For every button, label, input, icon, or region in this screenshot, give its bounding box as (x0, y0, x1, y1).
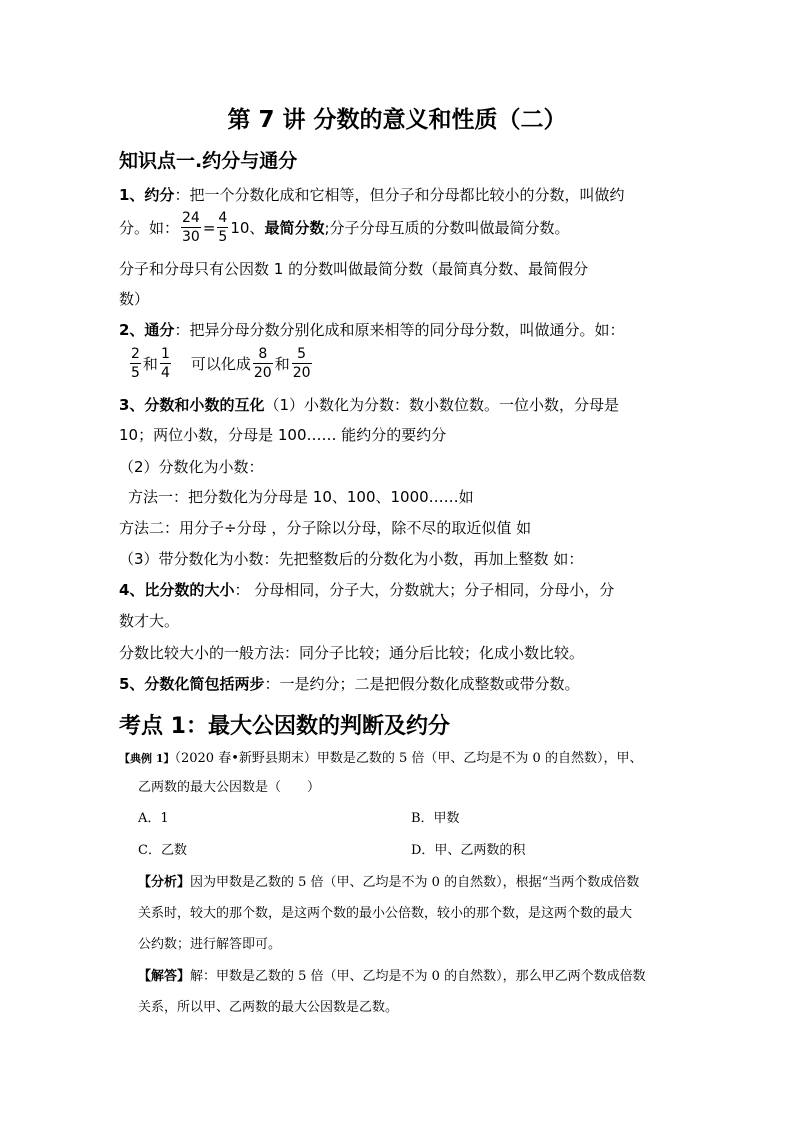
equals-sign: = (202, 218, 216, 237)
p3-line1 (119, 395, 619, 415)
fraction-numerator: 24 (182, 210, 200, 226)
answer-line2: 关系，所以甲、乙两数的最大公因数是乙数。 (138, 1000, 399, 1015)
p1-text: ：把一个分数化成和它相等，但分子和分母都比较小的分数，叫做约 (174, 186, 625, 204)
example-line1-text: （2020 春•新野县期末）甲数是乙数的 5 倍（甲、乙均是不为 0 的自然数），甲、 (174, 751, 643, 766)
kaodian-heading: 考点 1：最大公因数的判断及约分 (119, 714, 450, 739)
page-title: 第 7 讲 分数的意义和性质（二） (227, 107, 567, 133)
p1-line2-rest: ;分子分母互质的分数叫做最简分数。 (324, 218, 570, 237)
option-d: D．甲、乙两数的积 (411, 843, 526, 858)
analysis-tag: 【分析】 (138, 875, 191, 890)
fraction-1-4 (160, 346, 171, 381)
analysis-text-1: 因为甲数是乙数的 5 倍（甲、乙均是不为 0 的自然数），根据“当两个数成倍数 (190, 875, 640, 890)
p2-label: 2、通分 (119, 321, 175, 339)
fraction-denominator: 5 (218, 229, 228, 245)
fraction-numerator: 4 (218, 210, 228, 226)
answer-tag: 【解答】 (138, 969, 191, 984)
p2-he2: 和 (274, 354, 290, 373)
p1-line3: 分子和分母只有公因数 1 的分数叫做最简分数（最简真分数、最简假分 (119, 260, 589, 278)
p3-label: 3、分数和小数的互化 (119, 396, 265, 414)
p1-line2 (119, 210, 570, 245)
example-tag: 【典例 1】 (119, 752, 175, 765)
p2-line1 (119, 320, 624, 340)
p4-line1 (119, 580, 614, 600)
fraction-denominator: 20 (292, 365, 311, 381)
fraction-8-20 (253, 346, 273, 381)
fraction-24-30 (181, 210, 201, 245)
knowledge-heading: 知识点一.约分与通分 (119, 150, 298, 172)
p5-label: 5、分数化简包括两步 (119, 675, 265, 693)
p3-line5: 方法二：用分子÷分母 ，分子除以分母，除不尽的取近似值 如 (119, 519, 532, 537)
example-line2: 乙两数的最大公因数是（ ） (138, 780, 321, 795)
p5-text: ：一是约分；二是把假分数化成整数或带分数。 (264, 675, 580, 693)
p5-line1 (119, 674, 579, 694)
p3-text: （1）小数化为分数：数小数位数。一位小数，分母是 (264, 396, 619, 414)
p4-line3: 分数比较大小的一般方法：同分子比较；通分后比较；化成小数比较。 (119, 644, 585, 662)
fraction-denominator: 5 (131, 365, 140, 381)
fraction-4-5 (217, 210, 228, 245)
p2-text: ：把异分母分数分别化成和原来相等的同分母分数，叫做通分。如： (174, 321, 625, 339)
p3-line6: （3）带分数化为小数：先把整数后的分数化为小数，再加上整数 如： (119, 550, 584, 568)
fraction-denominator: 4 (160, 365, 170, 381)
p1-line1 (119, 185, 624, 205)
p1-line4: 数） (119, 290, 150, 308)
p3-line3: （2）分数化为小数： (119, 458, 264, 476)
fraction-denominator: 20 (253, 365, 272, 381)
analysis-line1 (138, 874, 639, 892)
fraction-numerator: 8 (258, 346, 268, 362)
p4-label: 4、比分数的大小 (119, 581, 235, 599)
answer-text-1: 解：甲数是乙数的 5 倍（甲、乙均是不为 0 的自然数），那么甲乙两个数成倍数 (190, 969, 646, 984)
p2-he1: 和 (142, 354, 158, 373)
fraction-2-5 (130, 346, 141, 381)
p1-label: 1、约分 (119, 186, 175, 204)
analysis-line2: 关系时，较大的那个数，是这两个数的最小公倍数，较小的那个数，是这两个数的最大 (138, 906, 633, 921)
option-a: A．1 (138, 811, 169, 826)
p3-line2: 10；两位小数，分母是 100…… 能约分的要约分 (119, 426, 447, 444)
p1-bold2: 最简分数 (264, 218, 325, 237)
analysis-line3: 公约数；进行解答即可。 (138, 937, 282, 952)
fraction-numerator: 1 (160, 346, 170, 362)
fraction-numerator: 2 (131, 346, 140, 362)
option-c: C．乙数 (138, 843, 187, 858)
p1-after-frac: 10、 (230, 218, 265, 237)
example-line1 (119, 750, 642, 768)
p3-line4: 方法一：把分数化为分母是 10、100、1000……如 (128, 488, 474, 506)
answer-line1 (138, 968, 646, 986)
p4-text: ： 分母相同，分子大，分数就大；分子相同，分母小，分 (234, 581, 615, 599)
p1-line2-prefix: 分。如： (119, 218, 180, 237)
option-b: B．甲数 (411, 811, 460, 826)
p2-mid: 可以化成 (190, 354, 251, 373)
p4-line2: 数才大。 (119, 612, 180, 630)
fraction-5-20 (292, 346, 312, 381)
fraction-denominator: 30 (182, 229, 200, 245)
fraction-numerator: 5 (297, 346, 307, 362)
p2-line2 (128, 346, 314, 381)
